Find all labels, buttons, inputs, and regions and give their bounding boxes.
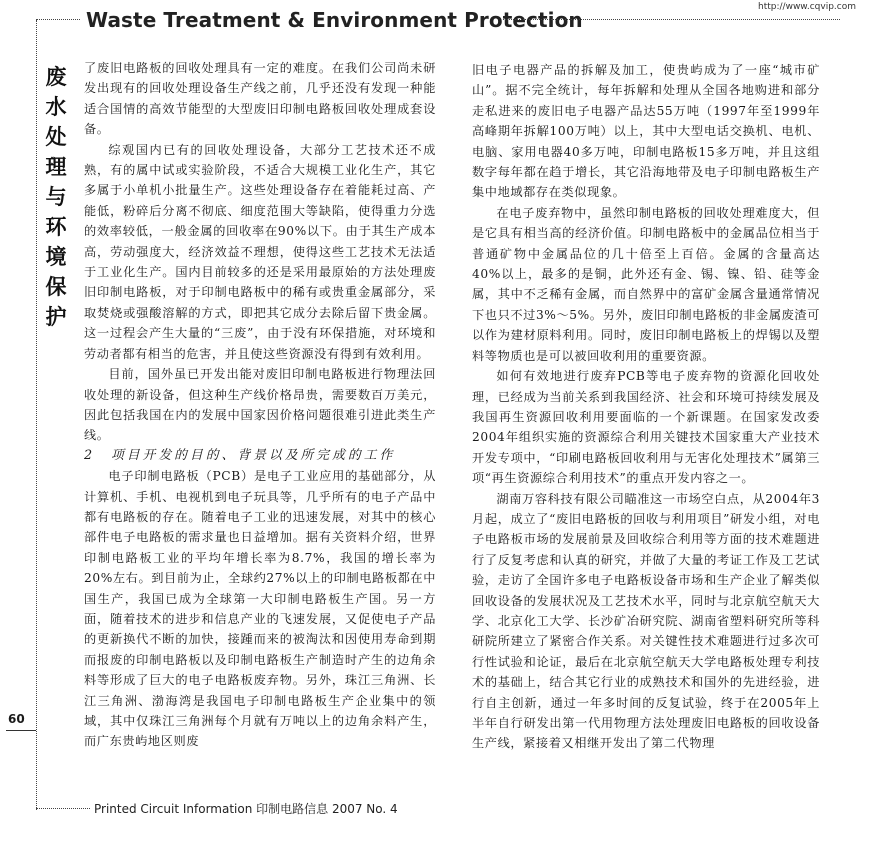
journal-footer: Printed Circuit Information 印制电路信息 2007 No. 4	[94, 802, 398, 816]
header-dotted-rule-left	[36, 19, 80, 20]
body-paragraph: 湖南万容科技有限公司瞄准这一市场空白点，从2004年3月起，成立了“废旧电路板的回收与利用项目”研发小组，对电子电路板市场的发展前景及回收综合利用等方面的技术难题进行了反复考虑和认真的研究，并做了大量的考证工作及工艺试验，走访了全国许多电子电路板设备市场和生产企业了解类似回收设备的发展状况及工艺技术水平，同时与北京航空航天大学、北京化工大学、长沙矿冶研究院、湖南省塑料研究所等科研院所建立了紧密合作关系。对关键性技术难题进行过多次可行性试验和论证，最后在北京航空航天大学电路板处理专利技术的基础上，结合其它行业的成熟技术和国外的先进经验，进行自主创新，通过一年多时间的反复试验，终于在2005年上半年自行研发出第一代用物理方法处理废旧电路板的回收设备生产线，紧接着又相继开发出了第二代物理	[472, 491, 820, 751]
body-paragraph: 旧电子电器产品的拆解及加工，使贵屿成为了一座“城市矿山”。据不完全统计，每年拆解和处理从全国各地购进和部分走私进来的废旧电子电器产品达55万吨（1997年至1999年高峰期年拆解100万吨）以上，其中大型电话交换机、电机、电脑、家用电器40多万吨，印制电路板15多万吨，并且这组数字每年都在趋于增长，其它沿海地带及电子印制电路板生产集中地域都存在类似现象。	[472, 63, 820, 200]
body-paragraph: 在电子废弃物中，虽然印制电路板的回收处理难度大，但是它具有相当高的经济价值。印制电路板中的金属品位相当于普通矿物中金属品位的几十倍至上百倍。金属的含量高达40%以上，最多的是铜，此外还有金、锡、镍、铅、硅等金属，其中不乏稀有金属，而自然界中的富矿金属含量通常情况下也只不过3%～5%。另外，废旧印制电路板的非金属废渣可以作为建材原料利用。同时，废旧印制电路板上的焊锡以及塑料等物质也是可以被回收利用的重要资源。	[472, 205, 820, 363]
left-text-column	[84, 58, 436, 752]
body-paragraph: 目前，国外虽已开发出能对废旧印制电路板进行物理法回收处理的新设备，但这种生产线价格昂贵，需要数百万美元，因此包括我国在内的发展中国家因价格问题很难引进此类生产线。	[84, 367, 436, 443]
section-label-char: 护	[45, 305, 67, 329]
footer-dotted-rule	[36, 808, 90, 809]
journal-section-title: Waste Treatment & Environment Protection	[86, 8, 583, 32]
section-label-char: 与	[45, 185, 67, 209]
body-paragraph: 综观国内已有的回收处理设备，大部分工艺技术还不成熟，有的属中试或实验阶段，不适合大规模工业化生产，其它多属于小单机小批量生产。这些处理设备存在着能耗过高、产能低，粉碎后分离不彻底、细度范围大等缺陷，使得重力分选的效率较低，一般金属的回收率在90%以下。由于其生产成本高，劳动强度大，经济效益不理想，使得这些工艺技术无法适于工业化生产。国内目前较多的还是采用最原始的方法处理废旧印制电路板，对于印制电路板中的稀有或贵重金属部分，采取焚烧或强酸溶解的方式，即把其它成分去除后留下贵金属。这一过程会产生大量的“三废”，由于没有环保措施，对环境和劳动者都有相当的危害，并且使这些资源没有得到有效利用。	[84, 142, 436, 361]
section-label-char: 境	[45, 245, 67, 269]
section-label-char: 理	[45, 155, 67, 179]
side-dotted-rail	[36, 20, 37, 810]
section-label-char: 保	[45, 275, 67, 299]
page-number: 60	[8, 712, 25, 726]
section-label-char: 环	[45, 215, 67, 239]
header-dotted-rule-right	[503, 19, 840, 20]
right-text-column	[472, 60, 820, 754]
section-label-char: 废	[45, 65, 67, 89]
section-label-char: 水	[45, 95, 67, 119]
body-paragraph: 了废旧电路板的回收处理具有一定的难度。在我们公司尚未研发出现有的回收处理设备生产线之前，几乎还没有发现一种能适合国情的高效节能型的大型废旧印制电路板回收处理成套设备。	[84, 61, 436, 137]
section-label-char: 处	[45, 125, 67, 149]
section-heading: 2 项目开发的目的、背景以及所完成的工作	[84, 447, 396, 463]
body-paragraph: 如何有效地进行废弃PCB等电子废弃物的资源化回收处理，已经成为当前关系到我国经济、社会和环境可持续发展及我国再生资源回收利用要面临的一个新课题。在国家发改委2004年组织实施的资源综合利用关键技术国家重大产业技术开发专项中，“印刷电路板回收利用与无害化处理技术”属第三项“再生资源综合利用技术”的重点开发内容之一。	[472, 369, 820, 486]
vertical-section-label	[44, 62, 68, 332]
page-number-rule	[6, 730, 36, 731]
source-url[interactable]: http://www.cqvip.com	[758, 2, 856, 12]
body-paragraph: 电子印制电路板（PCB）是电子工业应用的基础部分，从计算机、手机、电视机到电子玩具等，几乎所有的电子产品中都有电路板的存在。随着电子工业的迅速发展，对其中的核心部件电子电路板的需求量也日益增加。据有关资料介绍，世界印制电路板工业的平均年增长率为8.7%，我国的增长率为20%左右。到目前为止，全球约27%以上的印制电路板都在中国生产，我国已成为全球第一大印制电路板生产国。另一方面，随着技术的进步和信息产业的飞速发展，又促使电子产品的更新换代不断的加快，接踵而来的被淘汰和因使用寿命到期而报废的印制电路板以及印制电路板生产制造时产生的边角余料等形成了巨大的电子电路板废弃物。另外，珠江三角洲、长江三角洲、渤海湾是我国电子印制电路板生产企业集中的领域，其中仅珠江三角洲每个月就有万吨以上的边角余料产生，而广东贵屿地区则废	[84, 469, 436, 749]
